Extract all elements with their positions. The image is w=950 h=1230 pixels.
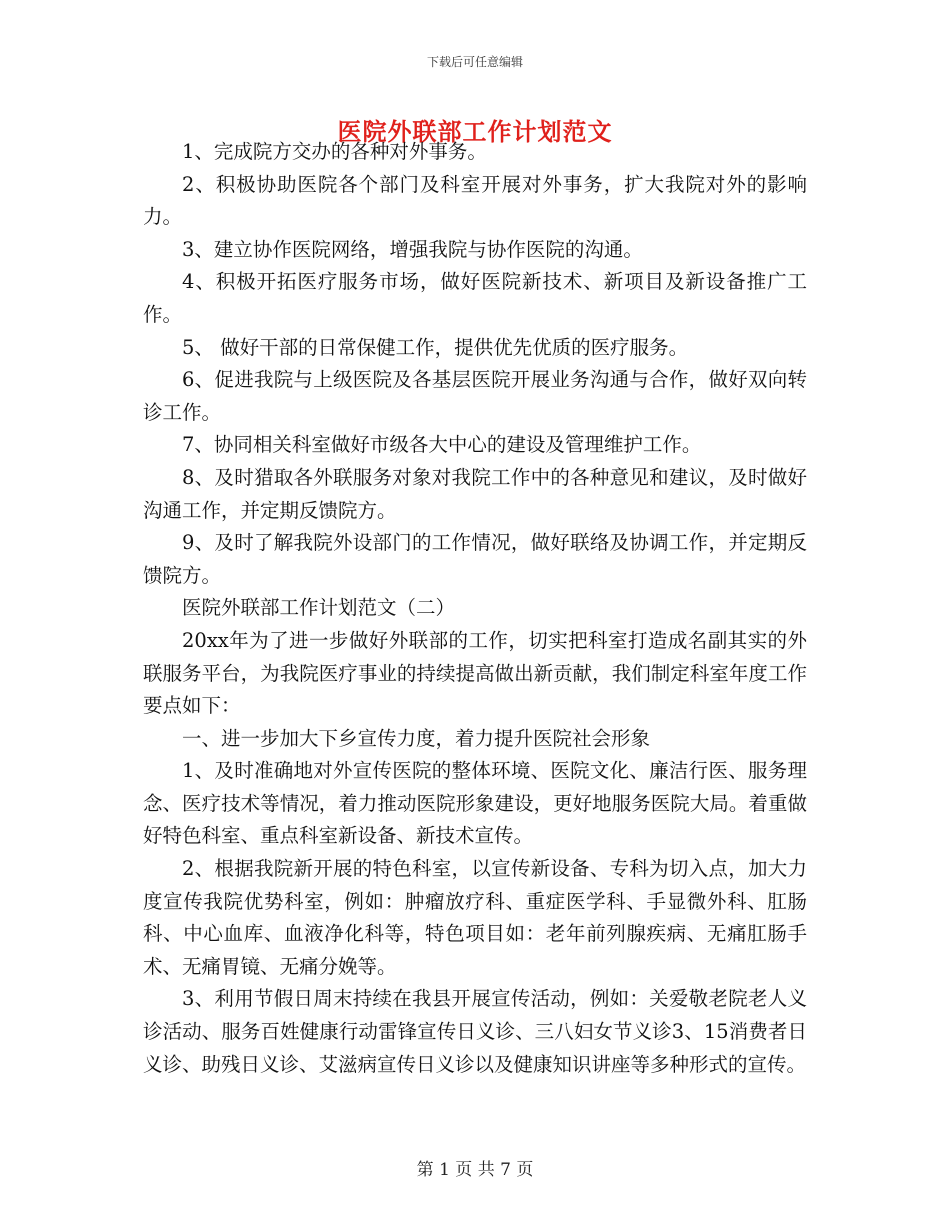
- paragraph: 6、促进我院与上级医院及各基层医院开展业务沟通与合作，做好双向转诊工作。: [143, 368, 807, 424]
- paragraph: 5、 做好干部的日常保健工作，提供优先优质的医疗服务。: [182, 335, 689, 359]
- paragraph: 8、及时猎取各外联服务对象对我院工作中的各种意见和建议，及时做好沟通工作，并定期反馈院方。: [143, 465, 807, 522]
- paragraph: 9、及时了解我院外设部门的工作情况，做好联络及协调工作，并定期反馈院方。: [143, 531, 807, 587]
- page-header: 下载后可任意编辑: [426, 55, 523, 69]
- section-heading: 一、进一步加大下乡宣传力度，着力提升医院社会形象: [182, 726, 651, 750]
- paragraph: 3、建立协作医院网络，增强我院与协作医院的沟通。: [182, 237, 643, 261]
- document-body: [143, 136, 807, 1081]
- paragraph: 2、积极协助医院各个部门及科室开展对外事务，扩大我院对外的影响力。: [143, 172, 807, 229]
- paragraph: 4、积极开拓医疗服务市场，做好医院新技术、新项目及新设备推广工作。: [143, 270, 807, 326]
- document-title: 医院外联部工作计划范文: [337, 117, 613, 146]
- page-footer: 第 1 页 共 7 页: [416, 1160, 534, 1180]
- paragraph: 2、根据我院新开展的特色科室，以宣传新设备、专科为切入点，加大力度宣传我院优势科室，例如：肿瘤放疗科、重症医学科、手显微外科、肛肠科、中心血库、血液净化科等，特色项目如：老年前列腺疾病、无痛肛肠手术、无痛胃镜、无痛分娩等。: [143, 857, 807, 978]
- paragraph: 1、及时准确地对外宣传医院的整体环境、医院文化、廉洁行医、服务理念、医疗技术等情况，着力推动医院形象建设，更好地服务医院大局。着重做好特色科室、重点科室新设备、新技术宣传。: [143, 759, 807, 848]
- paragraph: 1、完成院方交办的各种对外事务。: [182, 140, 487, 163]
- paragraph: 7、协同相关科室做好市级各大中心的建设及管理维护工作。: [182, 433, 702, 457]
- paragraph: 20xx年为了进一步做好外联部的工作，切实把科室打造成名副其实的外联服务平台，为我院医疗事业的持续提高做出新贡献，我们制定科室年度工作要点如下：: [143, 628, 807, 718]
- paragraph: 3、利用节假日周末持续在我县开展宣传活动，例如：关爱敬老院老人义诊活动、服务百姓健康行动雷锋宣传日义诊、三八妇女节义诊3、15消费者日义诊、助残日义诊、艾滋病宣传日义诊以及健康知识讲座等多种形式的宣传。: [143, 987, 807, 1076]
- section-heading: 医院外联部工作计划范文（二）: [182, 596, 456, 620]
